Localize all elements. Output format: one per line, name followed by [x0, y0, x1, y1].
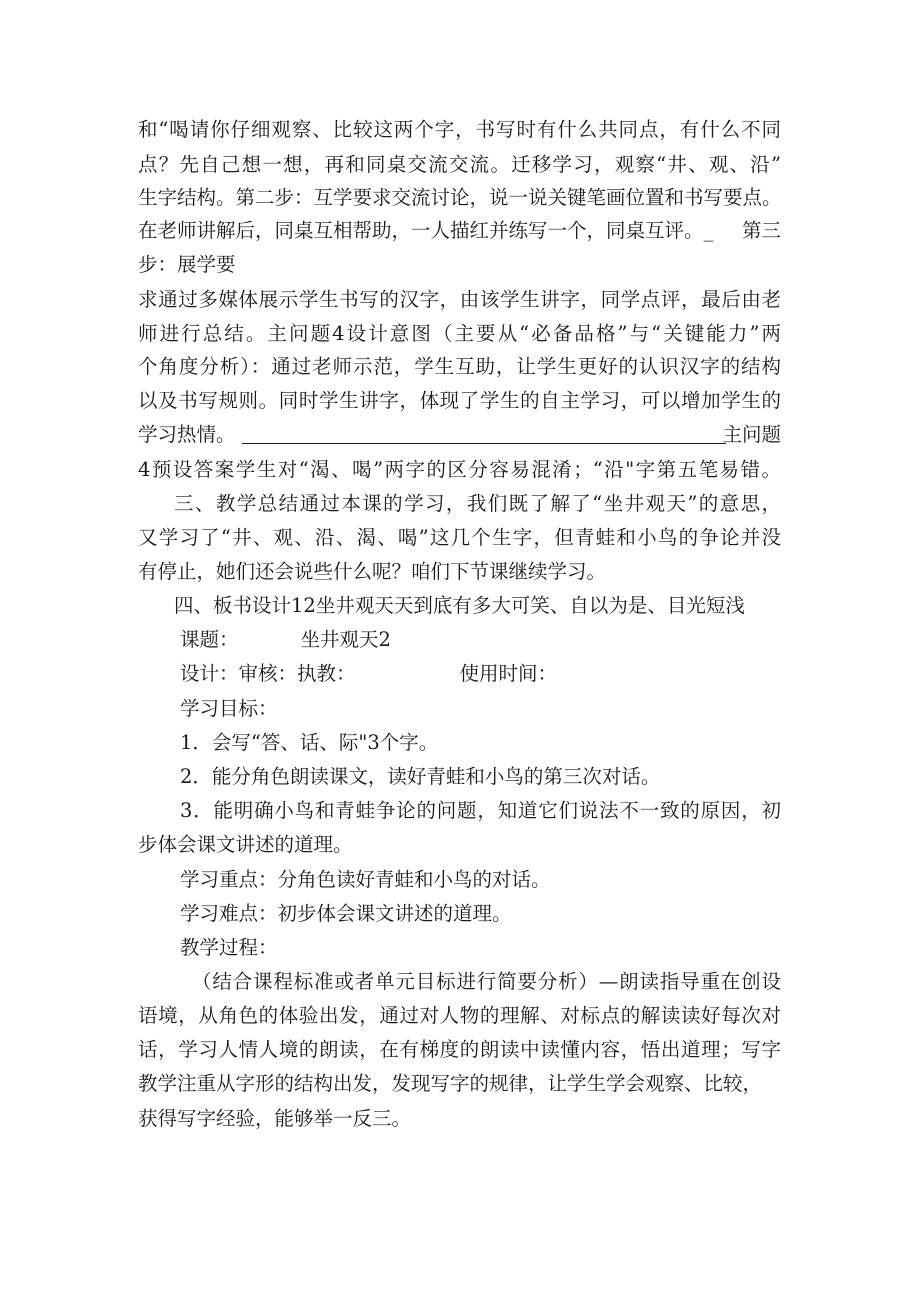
paragraph-line: 获得写字经验，能够举一反三。	[138, 1107, 412, 1130]
paragraph-line	[138, 421, 781, 449]
line-text: 学习热情。	[138, 423, 236, 446]
paragraph-line: 步：展学要	[138, 253, 236, 276]
paragraph-line: 教学注重从字形的结构出发，发现写字的规律，让学生学会观察、比较，	[138, 1072, 763, 1095]
paragraph-line: 师进行总结。主问题4设计意图（主要从“必备品格”与“关键能力”两	[138, 322, 781, 345]
paragraph-line: 话，学习人情人境的朗读，在有梯度的朗读中读懂内容，悟出道理；写字	[138, 1038, 781, 1061]
paragraph-line: 语境，从角色的体验出发，通过对人物的理解、对标点的解读读好每次对	[138, 1004, 781, 1027]
paragraph-line: 以及书写规则。同时学生讲字，体现了学生的自主学习，可以增加学生的	[138, 389, 781, 412]
objective-item: 2．能分角色朗读课文，读好青蛙和小鸟的第三次对话。	[180, 765, 661, 788]
difficult-point: 学习难点：初步体会课文讲述的道理。	[180, 902, 512, 925]
lesson-title-row	[180, 626, 391, 654]
objective-item: 1．会写“答、话、际"3个字。	[180, 731, 439, 754]
objectives-heading: 学习目标：	[180, 697, 278, 720]
paragraph-line: 个角度分析）：通过老师示范，学生互助，让学生更好的认识汉字的结构	[138, 355, 781, 378]
paragraph-line: 有停止，她们还会说些什么呢？咱们下节课继续学习。	[138, 560, 607, 583]
paragraph-line: 三、教学总结通过本课的学习，我们既了解了“坐井观天”的意思，	[174, 492, 781, 515]
paragraph-line	[138, 217, 781, 245]
fill-in-blank	[242, 423, 726, 444]
objective-item-cont: 步体会课文讲述的道理。	[138, 833, 353, 856]
objective-item: 3．能明确小鸟和青蛙争论的问题，知道它们说法不一致的原因，初	[180, 799, 781, 822]
paragraph-line: 点？先自己想一想，再和同桌交流交流。迁移学习，观察“井、观、沿”	[138, 153, 781, 176]
process-heading: 教学过程：	[180, 936, 278, 959]
line-text-right: 第三	[741, 219, 781, 242]
meta-row	[180, 660, 557, 688]
paragraph-line: 和“喝请你仔细观察、比较这两个字，书写时有什么共同点，有什么不同	[138, 118, 781, 141]
line-text: 在老师讲解后，同桌互相帮助，一人描红并练写一个，同桌互评。_	[138, 219, 714, 242]
line-text-right: 主问题	[722, 423, 781, 446]
key-point: 学习重点：分角色读好青蛙和小鸟的对话。	[180, 868, 551, 891]
section-heading: 四、板书设计12坐井观天天到底有多大可笑、自以为是、目光短浅	[174, 594, 745, 617]
lesson-title-label: 课题：	[180, 628, 239, 651]
paragraph-line: 生字结构。第二步：互学要求交流讨论，说一说关键笔画位置和书写要点。	[138, 186, 782, 209]
lesson-title: 坐井观天2	[300, 628, 391, 651]
paragraph-line: （结合课程标准或者单元目标进行简要分析）—朗读指导重在创设	[192, 970, 781, 993]
paragraph-line: 4预设答案学生对“渴、喝”两字的区分容易混淆；“沿"字第五笔易错。	[138, 458, 781, 481]
meta-labels: 设计：审核：执教：	[180, 662, 356, 685]
paragraph-line: 求通过多媒体展示学生书写的汉字，由该学生讲字，同学点评，最后由老	[138, 288, 781, 311]
paragraph-line: 又学习了“井、观、沿、渴、喝”这几个生字，但青蛙和小鸟的争论并没	[138, 526, 781, 549]
usage-time-label: 使用时间：	[459, 662, 558, 685]
